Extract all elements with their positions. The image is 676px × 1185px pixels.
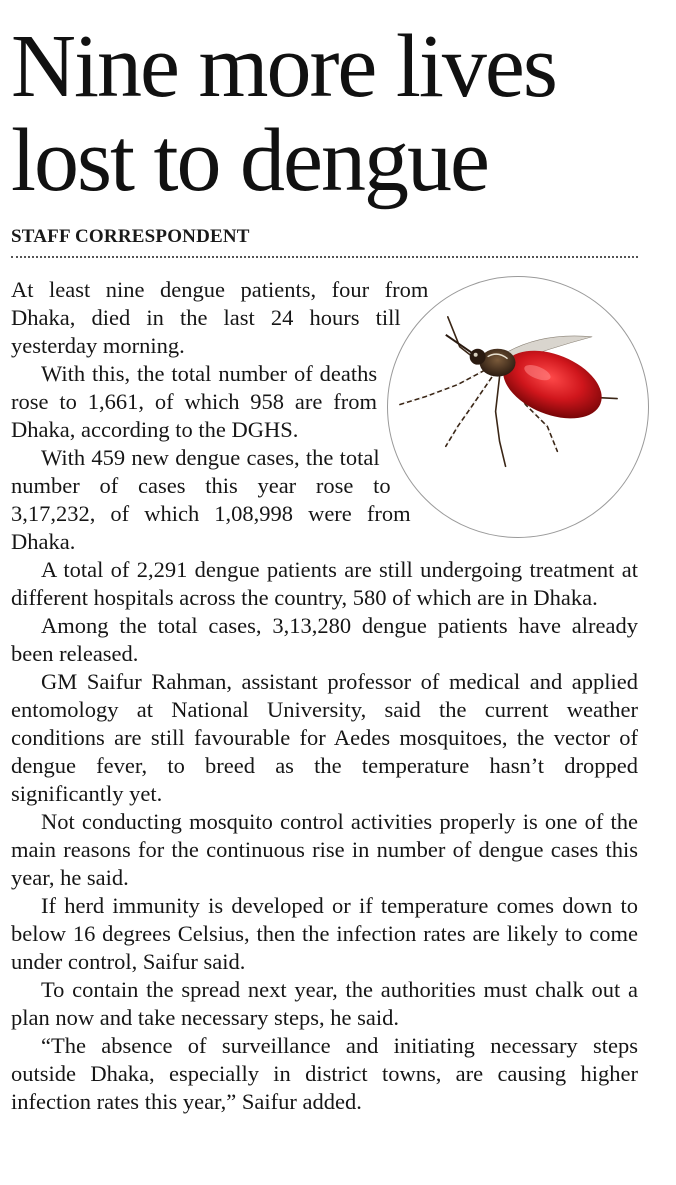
headline-line-2: lost to dengue bbox=[11, 111, 488, 210]
paragraph: “The absence of surveillance and initiating necessary steps outside Dhaka, especially in district towns, are causing higher infection rates this year,” Saifur added. bbox=[11, 1033, 638, 1114]
mosquito-illustration bbox=[388, 277, 647, 536]
headline-line-1: Nine more lives bbox=[11, 17, 556, 116]
paragraph: If herd immunity is developed or if temperature comes down to below 16 degrees Celsius, then the infection rates are likely to come under control, Saifur said. bbox=[11, 893, 638, 974]
article-body bbox=[11, 276, 638, 1116]
paragraph: At least nine dengue patients, four from Dhaka, died in the last 24 hours till yesterday morning. bbox=[11, 277, 429, 358]
paragraph: To contain the spread next year, the authorities must chalk out a plan now and take necessary steps, he said. bbox=[11, 977, 638, 1030]
paragraph: GM Saifur Rahman, assistant professor of medical and applied entomology at National University, said the current weather conditions are still favourable for Aedes mosquitoes, the vector of dengue fever, to breed as the temperature hasn’t dropped significantly yet. bbox=[11, 669, 638, 806]
news-article bbox=[11, 17, 638, 1116]
paragraph: A total of 2,291 dengue patients are still undergoing treatment at different hospitals across the country, 580 of which are in Dhaka. bbox=[11, 557, 638, 610]
paragraph: With 459 new dengue cases, the total number of cases this year rose to 3,17,232, of which 1,08,998 were from Dhaka. bbox=[11, 445, 411, 554]
headline bbox=[11, 17, 638, 210]
byline: STAFF CORRESPONDENT bbox=[11, 226, 638, 258]
paragraph: With this, the total number of deaths rose to 1,661, of which 958 are from Dhaka, according to the DGHS. bbox=[11, 361, 378, 442]
paragraph: Not conducting mosquito control activities properly is one of the main reasons for the continuous rise in number of dengue cases this year, he said. bbox=[11, 809, 638, 890]
paragraph: Among the total cases, 3,13,280 dengue patients have already been released. bbox=[11, 613, 638, 666]
mosquito-photo bbox=[387, 276, 649, 538]
